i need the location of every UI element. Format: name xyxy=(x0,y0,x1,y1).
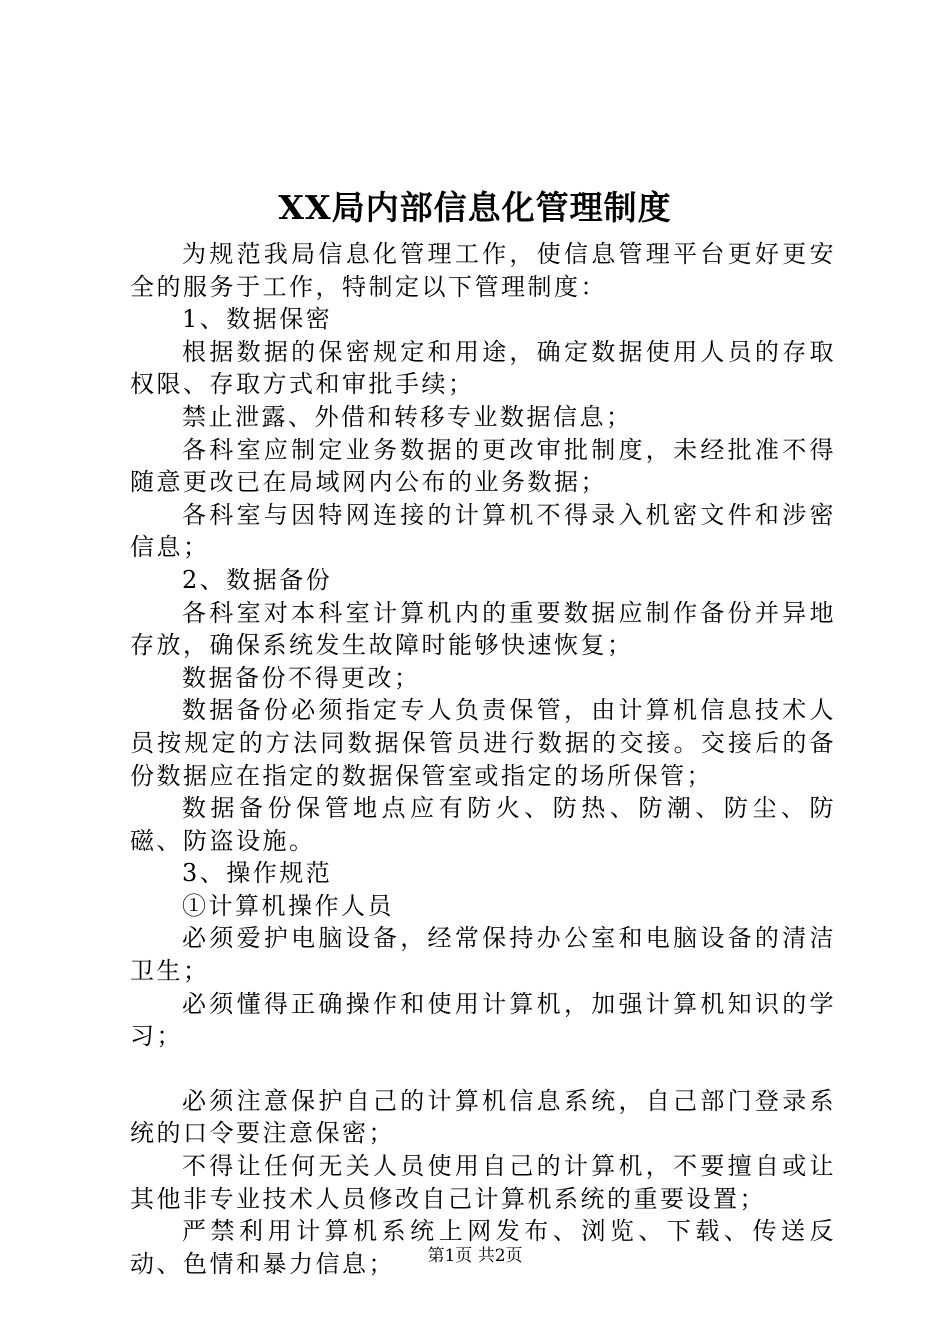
document-body xyxy=(130,238,836,1280)
paragraph: 禁止泄露、外借和转移专业数据信息； xyxy=(182,402,633,431)
intro-paragraph: 为规范我局信息化管理工作，使信息管理平台更好更安全的服务于工作，特制定以下管理制度： xyxy=(130,240,836,301)
paragraph: 数据备份必须指定专人负责保管，由计算机信息技术人员按规定的方法同数据保管员进行数据的交接。交接后的备份数据应在指定的数据保管室或指定的场所保管； xyxy=(130,696,836,790)
page-footer: 第1页 共2页 xyxy=(427,1246,523,1266)
paragraph: 各科室与因特网连接的计算机不得录入机密文件和涉密信息； xyxy=(130,500,836,562)
paragraph: 根据数据的保密规定和用途，确定数据使用人员的存取权限、存取方式和审批手续； xyxy=(130,337,836,399)
section-heading-data-backup: 2、数据备份 xyxy=(182,565,333,594)
subsection-heading-operators: ①计算机操作人员 xyxy=(182,891,394,920)
paragraph: 严禁利用计算机系统上网发布、浏览、下载、传送反动、色情和暴力信息； xyxy=(130,1217,836,1278)
paragraph: 必须爱护电脑设备，经常保持办公室和电脑设备的清洁卫生； xyxy=(130,924,836,986)
paragraph: 各科室应制定业务数据的更改审批制度，未经批准不得随意更改已在局域网内公布的业务数据； xyxy=(130,435,836,497)
document-title: XX局内部信息化管理制度 xyxy=(278,188,672,227)
paragraph: 不得让任何无关人员使用自己的计算机，不要擅自或让其他非专业技术人员修改自己计算机系统的重要设置； xyxy=(130,1152,836,1213)
section-heading-data-confidentiality: 1、数据保密 xyxy=(182,305,333,334)
paragraph: 各科室对本科室计算机内的重要数据应制作备份并异地存放，确保系统发生故障时能够快速恢复； xyxy=(130,598,836,660)
paragraph: 必须懂得正确操作和使用计算机，加强计算机知识的学习； xyxy=(130,989,836,1051)
section-heading-operation-rules: 3、操作规范 xyxy=(182,859,333,888)
paragraph: 数据备份保管地点应有防火、防热、防潮、防尘、防磁、防盗设施。 xyxy=(130,794,836,855)
paragraph: 必须注意保护自己的计算机信息系统，自己部门登录系统的口令要注意保密； xyxy=(130,1086,836,1148)
paragraph: 数据备份不得更改； xyxy=(182,663,421,692)
